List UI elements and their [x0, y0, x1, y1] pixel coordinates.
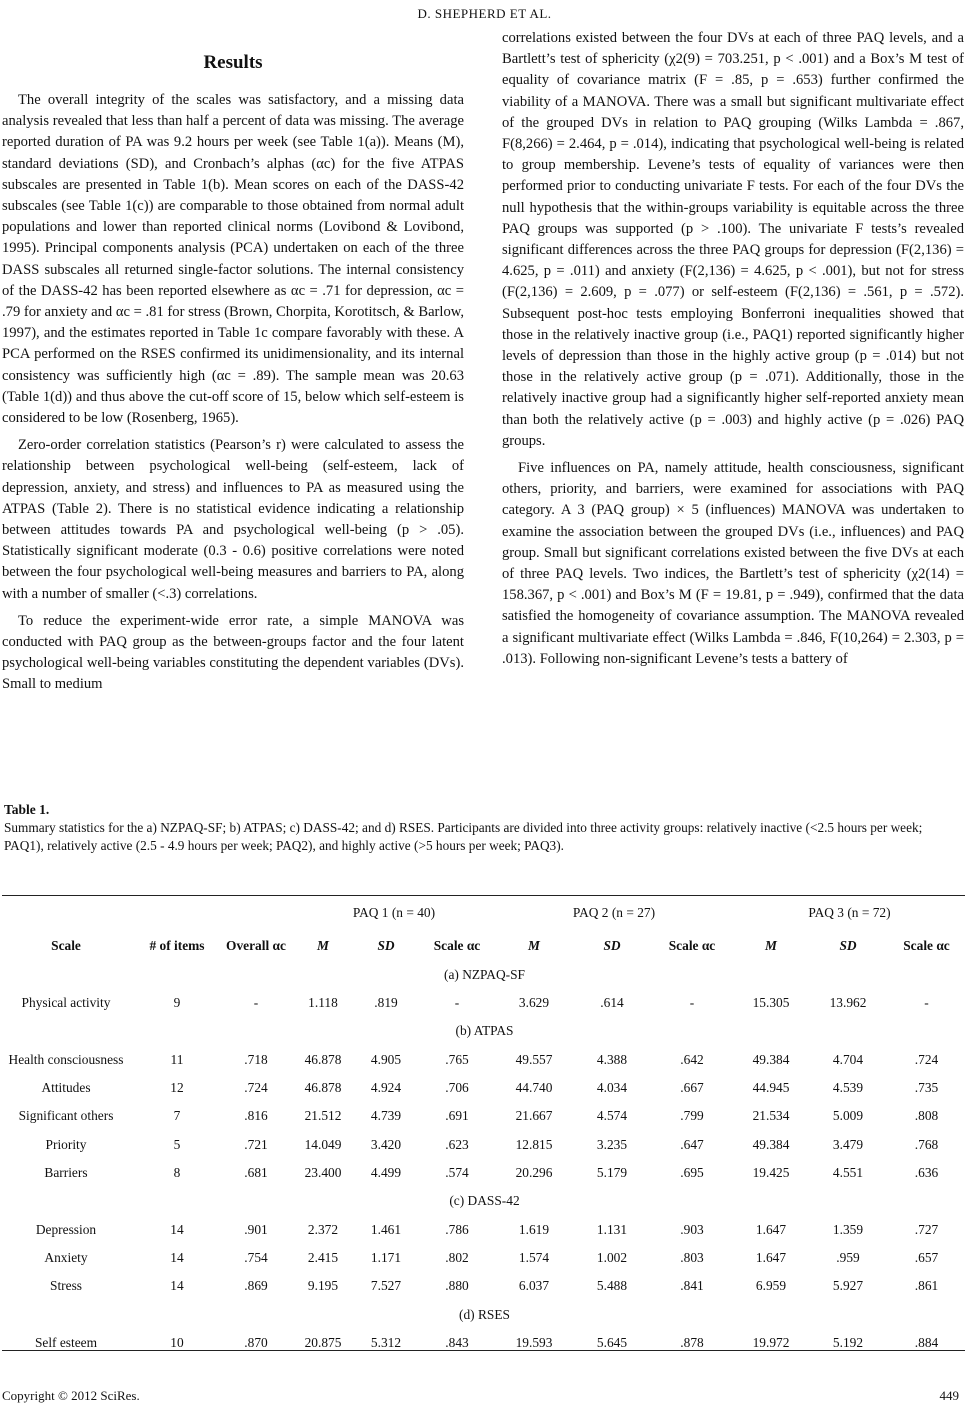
table-cell: .765 — [445, 1051, 469, 1067]
left-paragraph-1: The overall integrity of the scales was satisfactory, and a missing data analysis revealed that less than half a percent of data was missing. The average reported duration of PA was 9.2 hours per week (see Table 1(a)). Means (M), standard deviations (SD), and Cronbach’s alphas (αc) for the five ATPAS subscales are presented in Table 1(b). Mean scores on each of the DASS-42 subscales (see Table 1(c)) are comparable to those obtained from normal adult populations and lower than reported clinical norms (Lovibond & Lovibond, 1995). Principal components analysis (PCA) undertaken on each of the three DASS subscales all returned single-factor solutions. The internal consistency of the DASS-42 has been reported elsewhere as αc = .71 for depression, αc = .79 for anxiety and αc = .81 for stress (Brown, Chorpita, Korotitsch, & Barlow, 1997), and the estimates reported in Table 1c compare favorably with these. A PCA performed on the RSES confirmed its unidimensionality, and its internal consistency was sufficiently high (αc = .89). The sample mean was 20.63 (Table 1(d)) and thus above the cut-off score of 15, below which self-esteem is considered to be low (Rosenberg, 1965). — [2, 92, 464, 427]
table-cell: 5.927 — [832, 1278, 864, 1294]
table-cell: 49.384 — [752, 1051, 790, 1067]
table-cell: Attitudes — [41, 1079, 91, 1095]
section-header-row — [0, 1301, 969, 1329]
table-cell: 19.425 — [752, 1165, 790, 1181]
table-cell: 12.815 — [515, 1136, 553, 1152]
table-cell: 7.527 — [370, 1278, 402, 1294]
table-cell: .623 — [445, 1136, 469, 1152]
section-title: (c) DASS-42 — [449, 1193, 520, 1209]
column-header-5: Scale αc — [433, 938, 481, 953]
table-cell: 19.593 — [515, 1334, 553, 1350]
column-header-2: Overall αc — [226, 938, 286, 953]
table-cell: 15.305 — [752, 995, 790, 1011]
table-cell: .647 — [680, 1136, 704, 1152]
table-cell: .786 — [445, 1221, 469, 1237]
table-cell: 1.131 — [596, 1221, 628, 1237]
left-paragraph-2: Zero-order correlation statistics (Pearson’s r) were calculated to assess the relationship between psychological well-being (self-esteem, lack of depression, anxiety, and stress) and influences to PA as measured using the ATPAS (Table 2). There is no statistical evidence indicating a relationship between attitudes towards PA and psychological well-being (p > .05). Statistically significant moderate (0.3 - 0.6) positive correlations were noted between the four psychological well-being measures and barriers to PA, along with a number of smaller (<.3) correlations. — [2, 437, 464, 602]
table-cell: .901 — [244, 1221, 268, 1237]
table-row — [0, 1131, 969, 1159]
table-cell: .727 — [914, 1221, 939, 1237]
table-cell: .802 — [445, 1249, 469, 1265]
table-cell: 3.420 — [370, 1136, 402, 1152]
table-cell: 1.118 — [308, 995, 338, 1011]
table-cell: 3.235 — [596, 1136, 628, 1152]
table-cell: .870 — [244, 1334, 268, 1350]
table-cell: 13.962 — [829, 995, 867, 1011]
table-cell: 44.740 — [515, 1079, 553, 1095]
table-cell: 1.574 — [518, 1249, 550, 1265]
table-cell: .768 — [914, 1136, 939, 1152]
table-cell: 49.557 — [515, 1051, 553, 1067]
table-cell: 2.415 — [307, 1249, 339, 1265]
table-cell: .903 — [680, 1221, 704, 1237]
table-cell: 7 — [173, 1108, 181, 1124]
table-cell: 4.539 — [832, 1079, 864, 1095]
table-cell: Self esteem — [34, 1334, 98, 1350]
column-header-row — [0, 931, 969, 961]
column-header-11: Scale αc — [903, 938, 950, 953]
table-cell: 5.009 — [832, 1108, 864, 1124]
table-cell: 12 — [170, 1079, 184, 1095]
table-cell: 1.171 — [370, 1249, 402, 1265]
table-cell: 5.312 — [370, 1334, 402, 1350]
section-title: (a) NZPAQ-SF — [444, 967, 525, 982]
table-cell: .636 — [914, 1165, 939, 1181]
table-cell: .614 — [600, 995, 624, 1011]
group-header-paq1: PAQ 1 (n = 40) — [352, 905, 436, 920]
group-header-row — [0, 895, 969, 931]
table-cell: 14 — [170, 1278, 184, 1294]
table-cell: 4.924 — [370, 1079, 402, 1095]
table-cell: 4.388 — [596, 1051, 628, 1067]
left-paragraph-3: To reduce the experiment-wide error rate, a simple MANOVA was conducted with PAQ group as the between-groups factor and the four latent psychological well-being variables constituting the dependent variables (DVs). Small to medium — [2, 612, 464, 693]
table-row — [0, 1045, 969, 1073]
table-1-caption: Summary statistics for the a) NZPAQ-SF; b) ATPAS; c) DASS-42; and d) RSES. Participants are divided into three activity groups: relatively inactive (<2.5 hours per week; PAQ1), relatively active (2.5 - 4.9 hours per week; PAQ2), and highly active (>5 hours per week; PAQ3). — [4, 820, 923, 853]
table-cell: .754 — [244, 1249, 268, 1265]
table-cell: .574 — [445, 1165, 469, 1181]
table-cell: 5.192 — [832, 1334, 864, 1350]
table-cell: Significant others — [18, 1108, 114, 1124]
column-header-6: M — [528, 938, 540, 953]
table-cell: .861 — [914, 1278, 939, 1294]
table-cell: Physical activity — [21, 995, 111, 1011]
table-cell: 1.359 — [832, 1221, 864, 1237]
table-cell: 1.619 — [518, 1221, 550, 1237]
table-cell: 21.534 — [752, 1108, 790, 1124]
running-head: D. SHEPHERD ET AL. — [417, 6, 552, 21]
table-cell: 5.179 — [596, 1165, 628, 1181]
table-cell: 6.959 — [755, 1278, 787, 1294]
table-cell: 4.499 — [370, 1165, 402, 1181]
table-cell: 9 — [173, 995, 181, 1011]
table-cell: 4.704 — [832, 1051, 864, 1067]
column-header-8: Scale αc — [668, 938, 716, 953]
table-row — [0, 1272, 969, 1300]
table-cell: 20.296 — [515, 1165, 553, 1181]
table-cell: Barriers — [44, 1165, 88, 1181]
table-cell: 21.512 — [304, 1108, 342, 1124]
table-cell: .819 — [374, 995, 398, 1011]
table-cell: 20.875 — [304, 1334, 342, 1350]
table-cell: .808 — [914, 1108, 939, 1124]
table-cell: .841 — [680, 1278, 704, 1294]
table-cell: 14 — [170, 1249, 184, 1265]
table-cell: 49.384 — [752, 1136, 790, 1152]
table-body — [0, 961, 969, 1357]
column-header-9: M — [765, 938, 777, 953]
table-cell: .816 — [244, 1108, 268, 1124]
table-cell: .735 — [914, 1079, 939, 1095]
table-cell: .799 — [680, 1108, 704, 1124]
table-cell: 3.629 — [518, 995, 550, 1011]
column-header-3: M — [317, 938, 329, 953]
table-1-title: Table 1. — [4, 802, 50, 817]
table-cell: 6.037 — [518, 1278, 550, 1294]
table-row — [0, 1074, 969, 1102]
table-cell: .803 — [680, 1249, 704, 1265]
column-header-10: SD — [839, 938, 857, 953]
table-cell: 3.479 — [832, 1136, 864, 1152]
group-header-paq2: PAQ 2 (n = 27) — [572, 905, 656, 920]
table-cell: .721 — [244, 1136, 268, 1152]
table-row — [0, 1215, 969, 1243]
table-cell: 19.972 — [752, 1334, 790, 1350]
table-cell: .695 — [680, 1165, 704, 1181]
section-header-row — [0, 961, 969, 989]
right-paragraph-1: correlations existed between the four DVs at each of three PAQ levels, and a Bartlett’s test of sphericity (χ2(9) = 703.251, p < .001) and a Box’s M test of equality of covariance matrix (F = .85, p = .653) further confirmed the viability of a MANOVA. There was a small but significant multivariate effect of the grouped DVs in relation to PAQ grouping (Wilks Lambda = .867, F(8,266) = 2.464, p = .014), indicating that psychological well-being is related to group membership. Levene’s tests of equality of variances were then performed prior to conducting univariate F tests. For each of the four DVs the null hypothesis that the within-groups variability is equitable across the three PAQ groups was supported (p > .100). The univariate F tests’s revealed significant differences across the three PAQ groups for depression (F(2,136) = 4.625, p = .011) and anxiety (F(2,136) = 4.625, p < .001), but not for stress (F(2,136) = 2.609, p = .077) or self-esteem (F(2,136) = .561, p = .572). Subsequent post-hoc tests employing Bonferroni inequalities showed that those in the relatively inactive group (i.e., PAQ1) reported significantly higher levels of depression than those in the highly active group (p = .014) but not those in the relatively active group (p = .071). Additionally, those in the relatively inactive group had a significantly higher self-reported anxiety mean than both the relatively active (p = .003) and highly active (p = .026) PAQ groups. — [502, 30, 964, 449]
table-cell: 5.488 — [596, 1278, 628, 1294]
section-header-row — [0, 1017, 969, 1045]
table-row — [0, 1244, 969, 1272]
table-cell: - — [689, 995, 695, 1011]
column-header-0: Scale — [51, 938, 81, 953]
table-cell: Anxiety — [44, 1249, 88, 1265]
table-cell: 2.372 — [307, 1221, 339, 1237]
table-cell: .691 — [445, 1108, 469, 1124]
right-column — [502, 28, 964, 676]
table-cell: .667 — [680, 1079, 704, 1095]
table-cell: Priority — [45, 1136, 87, 1152]
table-cell: - — [454, 995, 460, 1011]
table-cell: Health consciousness — [8, 1051, 124, 1067]
table-cell: 9.195 — [307, 1278, 339, 1294]
table-cell: 4.574 — [596, 1108, 628, 1124]
table-row — [0, 1159, 969, 1187]
table-cell: .718 — [244, 1051, 268, 1067]
table-cell: 1.002 — [596, 1249, 628, 1265]
table-row — [0, 989, 969, 1017]
table-1-caption-block — [0, 801, 969, 855]
table-cell: .843 — [445, 1334, 469, 1350]
column-header-1: # of items — [149, 938, 205, 953]
table-cell: .642 — [680, 1051, 704, 1067]
table-cell: 44.945 — [752, 1079, 790, 1095]
table-cell: .657 — [914, 1249, 939, 1265]
table-cell: 10 — [170, 1334, 184, 1350]
section-title: (d) RSES — [459, 1306, 510, 1322]
section-header-row — [0, 1187, 969, 1215]
table-cell: - — [924, 995, 929, 1011]
table-cell: .884 — [914, 1334, 939, 1350]
table-cell: .880 — [445, 1278, 469, 1294]
table-cell: .681 — [244, 1165, 268, 1181]
table-cell: 1.647 — [755, 1221, 787, 1237]
table-cell: 8 — [173, 1165, 181, 1181]
table-row — [0, 1102, 969, 1130]
table-cell: 46.878 — [304, 1051, 342, 1067]
table-cell: 4.739 — [370, 1108, 402, 1124]
table-cell: 11 — [170, 1051, 184, 1067]
table-cell: 23.400 — [304, 1165, 342, 1181]
left-column — [2, 50, 464, 702]
table-cell: 21.667 — [515, 1108, 553, 1124]
table-cell: .706 — [445, 1079, 469, 1095]
section-title: (b) ATPAS — [455, 1023, 514, 1039]
table-cell: 5 — [173, 1136, 181, 1152]
table-cell: 5.645 — [596, 1334, 628, 1350]
table-cell: 4.905 — [370, 1051, 402, 1067]
table-row — [0, 1329, 969, 1357]
table-1 — [0, 895, 969, 1357]
table-cell: 4.034 — [596, 1079, 628, 1095]
table-cell: - — [253, 995, 259, 1011]
table-cell: 46.878 — [304, 1079, 342, 1095]
copyright-notice: Copyright © 2012 SciRes. — [2, 1388, 140, 1403]
table-bottom-rule — [2, 1350, 965, 1351]
table-cell: .869 — [244, 1278, 268, 1294]
column-header-4: SD — [377, 938, 395, 953]
group-header-paq3: PAQ 3 (n = 72) — [808, 905, 891, 920]
table-cell: 1.461 — [370, 1221, 402, 1237]
table-cell: .959 — [836, 1249, 860, 1265]
table-cell: 1.647 — [755, 1249, 787, 1265]
table-cell: 14.049 — [304, 1136, 342, 1152]
column-header-7: SD — [603, 938, 621, 953]
page-number: 449 — [939, 1388, 959, 1403]
table-cell: .878 — [680, 1334, 704, 1350]
table-cell: 4.551 — [832, 1165, 864, 1181]
table-cell: Stress — [50, 1278, 82, 1294]
table-cell: Depression — [35, 1221, 97, 1237]
table-cell: .724 — [244, 1079, 268, 1095]
table-cell: .724 — [914, 1051, 939, 1067]
right-paragraph-2: Five influences on PA, namely attitude, health consciousness, significant others, priority, and barriers, were examined for associations with PAQ category. A 3 (PAQ group) × 5 (influences) MANOVA was undertaken to examine the association between the grouped DVs (i.e., influences) and PAQ group. Small but significant correlations existed between the five DVs at each of three PAQ levels. Two indices, the Bartlett’s test of sphericity (χ2(14) = 158.367, p < .001) and Box’s M (F = 19.81, p = .949), confirmed that the data satisfied the homogeneity of covariance assumption. The MANOVA revealed a significant multivariate effect (Wilks Lambda = .846, F(10,264) = 2.303, p = .013). Following non-significant Levene’s tests a battery of — [502, 460, 964, 667]
table-cell: 14 — [170, 1221, 184, 1237]
results-heading: Results — [203, 52, 263, 73]
